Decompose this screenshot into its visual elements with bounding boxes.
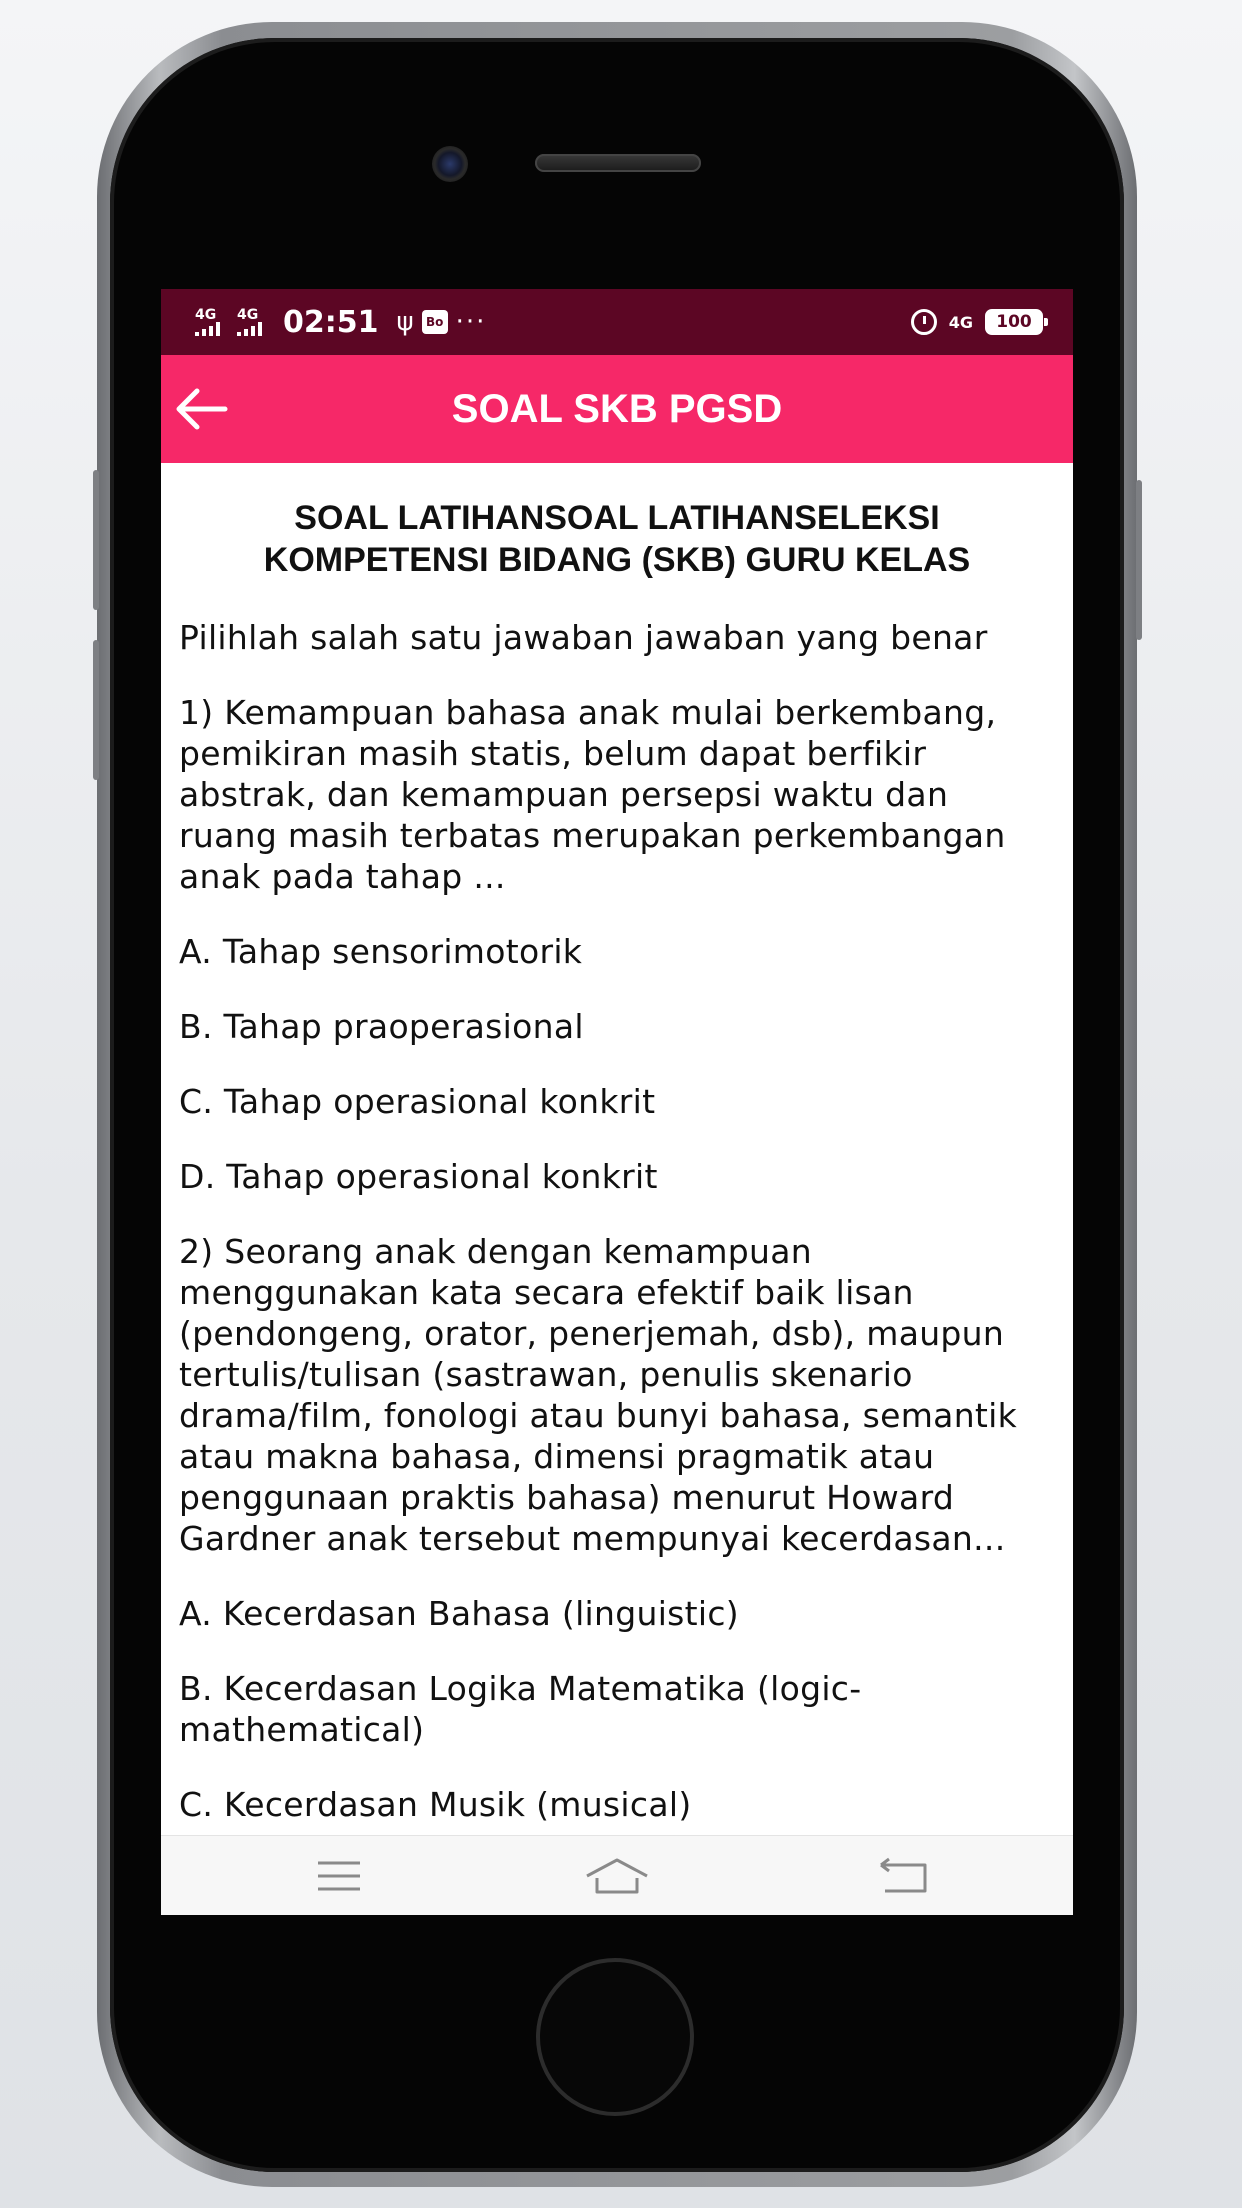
status-left (195, 299, 486, 345)
home-icon (585, 1856, 649, 1896)
phone-side-button (93, 470, 99, 610)
back-button[interactable] (169, 377, 233, 441)
back-nav-button[interactable] (823, 1836, 983, 1915)
back-icon (877, 1857, 929, 1895)
arrow-left-icon (173, 387, 229, 431)
app-bar (161, 355, 1073, 463)
answer-option: A. Tahap sensorimotorik (179, 932, 583, 971)
menu-button[interactable] (259, 1836, 419, 1915)
document-title: SOAL LATIHANSOAL LATIHANSELEKSI KOMPETENSI BIDANG (SKB) GURU KELAS (263, 499, 971, 579)
signal-icon (195, 308, 229, 336)
home-button[interactable] (537, 1836, 697, 1915)
status-bar (161, 289, 1073, 355)
battery-icon: 100 (985, 309, 1043, 335)
more-notifications-icon: ··· (455, 307, 487, 337)
status-time: 02:51 (283, 304, 379, 340)
question-text: 1) Kemampuan bahasa anak mulai berkembang, pemikiran masih statis, belum dapat berfikir abstrak, dan kemampuan persepsi waktu dan ruang masih terbatas merupakan perkembangan anak pada tahap ... (179, 693, 1006, 896)
answer-option: C. Kecerdasan Musik (musical) (179, 1785, 692, 1824)
answer-option: B. Kecerdasan Logika Matematika (logic-mathematical) (179, 1669, 862, 1749)
phone-side-button (1136, 480, 1142, 640)
answer-option: A. Kecerdasan Bahasa (linguistic) (179, 1594, 739, 1633)
page-title: SOAL SKB PGSD (451, 387, 783, 431)
signal-label: 4G (195, 307, 217, 323)
signal-icon (237, 308, 271, 336)
instruction-text: Pilihlah salah satu jawaban jawaban yang benar (179, 618, 988, 657)
navigation-bar (161, 1835, 1073, 1915)
status-right (911, 299, 1043, 345)
answer-option: D. Tahap operasional konkrit (179, 1157, 658, 1196)
phone-side-button (93, 640, 99, 780)
notification-icon: Bo (422, 310, 448, 334)
signal-label: 4G (237, 307, 259, 323)
question-content (161, 463, 1073, 1915)
answer-option: C. Tahap operasional konkrit (179, 1082, 656, 1121)
usb-icon: ψ (396, 307, 414, 337)
front-camera (432, 146, 468, 182)
answer-option: B. Tahap praoperasional (179, 1007, 584, 1046)
earpiece-speaker (535, 154, 701, 172)
alarm-icon (911, 309, 937, 335)
phone-home-button[interactable] (536, 1958, 694, 2116)
question-text: 2) Seorang anak dengan kemampuan menggunakan kata secara efektif baik lisan (pendongeng, orator, penerjemah, dsb), maupun tertulis/tulisan (sastrawan, penulis skenario drama/film, fonologi atau bunyi bahasa, semantik atau makna bahasa, dimensi pragmatik atau penggunaan praktis bahasa) menurut Howard Gardner anak tersebut mempunyai kecerdasan... (179, 1232, 1018, 1558)
menu-icon (316, 1859, 362, 1893)
phone-screen (161, 289, 1073, 1915)
network-icon: 4G (948, 312, 973, 332)
